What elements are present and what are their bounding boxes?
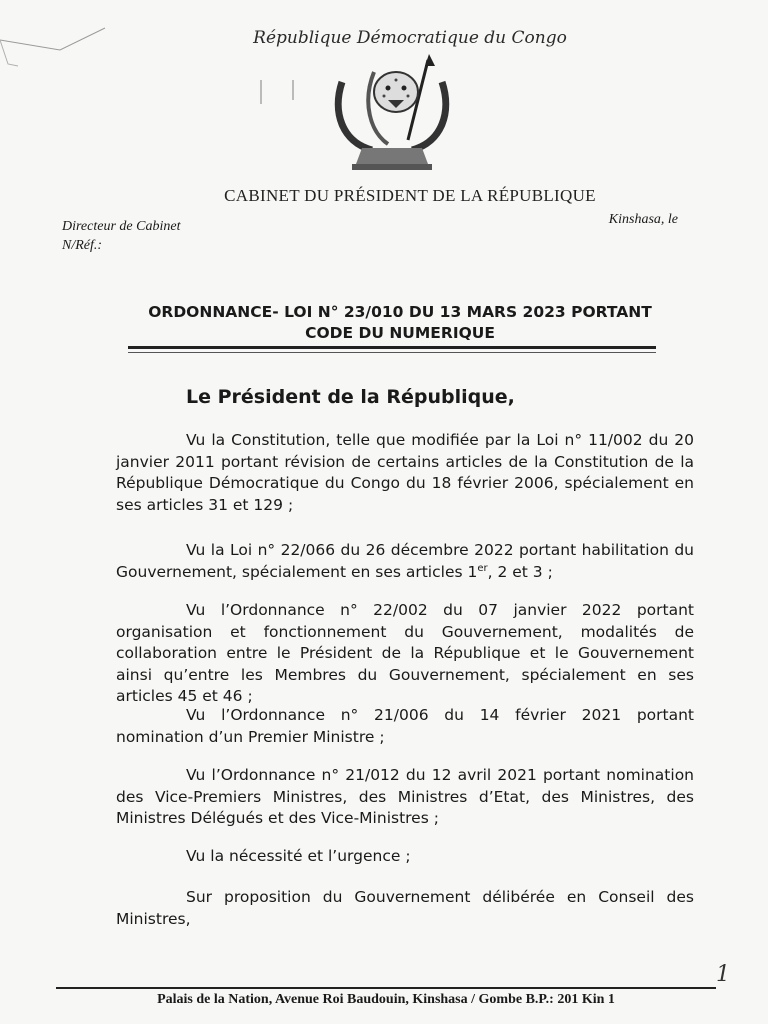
document-title — [100, 302, 700, 344]
paragraph-ordonnance-gouvernement: Vu l’Ordonnance n° 22/002 du 07 janvier 2022 portant organisation et fonctionnement du Gouvernement, modalités de collaboration entre le Président de la République et le Gouvernement ainsi qu’entre les Membres du Gouvernement, spécialement en ses articles 45 et 46 ; — [116, 601, 694, 705]
title-underline-thin — [128, 352, 656, 353]
folded-corner-mark — [0, 0, 110, 80]
page-number: 1 — [716, 962, 730, 987]
reference-label: N/Réf.: — [62, 238, 103, 253]
footer-rule — [56, 987, 716, 989]
paragraph-loi-habilitation — [116, 540, 694, 583]
paragraph-premier-ministre: Vu l’Ordonnance n° 21/006 du 14 février 2021 portant nomination d’un Premier Ministre ; — [116, 706, 694, 746]
paragraph-proposition: Sur proposition du Gouvernement délibérée en Conseil des Ministres, — [116, 888, 694, 928]
director-block — [62, 217, 180, 255]
p2-superscript: er — [477, 562, 488, 574]
paragraph-constitution: Vu la Constitution, telle que modifiée par la Loi n° 11/002 du 20 janvier 2011 portant révision de certains articles de la Constitution de la République Démocratique du Congo du 18 février 2006, spécialement en ses articles 31 et 129 ; — [116, 431, 694, 514]
cabinet-heading: CABINET DU PRÉSIDENT DE LA RÉPUBLIQUE — [224, 186, 596, 205]
title-line-1: ORDONNANCE- LOI N° 23/010 DU 13 MARS 2023 PORTANT — [148, 303, 652, 321]
republic-heading: République Démocratique du Congo — [253, 28, 567, 48]
p2-text-after: , 2 et 3 ; — [487, 562, 553, 581]
scan-artifact — [260, 80, 262, 104]
drc-coat-of-arms-icon — [332, 52, 452, 174]
director-label: Directeur de Cabinet — [62, 219, 181, 234]
place-date: Kinshasa, le — [608, 212, 678, 227]
scan-artifact — [292, 80, 294, 100]
paragraph-urgence: Vu la nécessité et l’urgence ; — [186, 847, 411, 865]
addressee-heading: Le Président de la République, — [186, 386, 515, 408]
title-underline — [128, 346, 656, 349]
title-line-2: CODE DU NUMERIQUE — [305, 324, 495, 342]
p2-text-before: Vu la Loi n° 22/066 du 26 décembre 2022 portant habilitation du Gouvernement, spécialement en ses articles 1 — [116, 541, 694, 581]
footer-address: Palais de la Nation, Avenue Roi Baudouin, Kinshasa / Gombe B.P.: 201 Kin 1 — [157, 992, 615, 1007]
paragraph-ministres: Vu l’Ordonnance n° 21/012 du 12 avril 2021 portant nomination des Vice-Premiers Ministres, des Ministres d’Etat, des Ministres, des Ministres Délégués et des Vice-Ministres ; — [116, 766, 694, 827]
